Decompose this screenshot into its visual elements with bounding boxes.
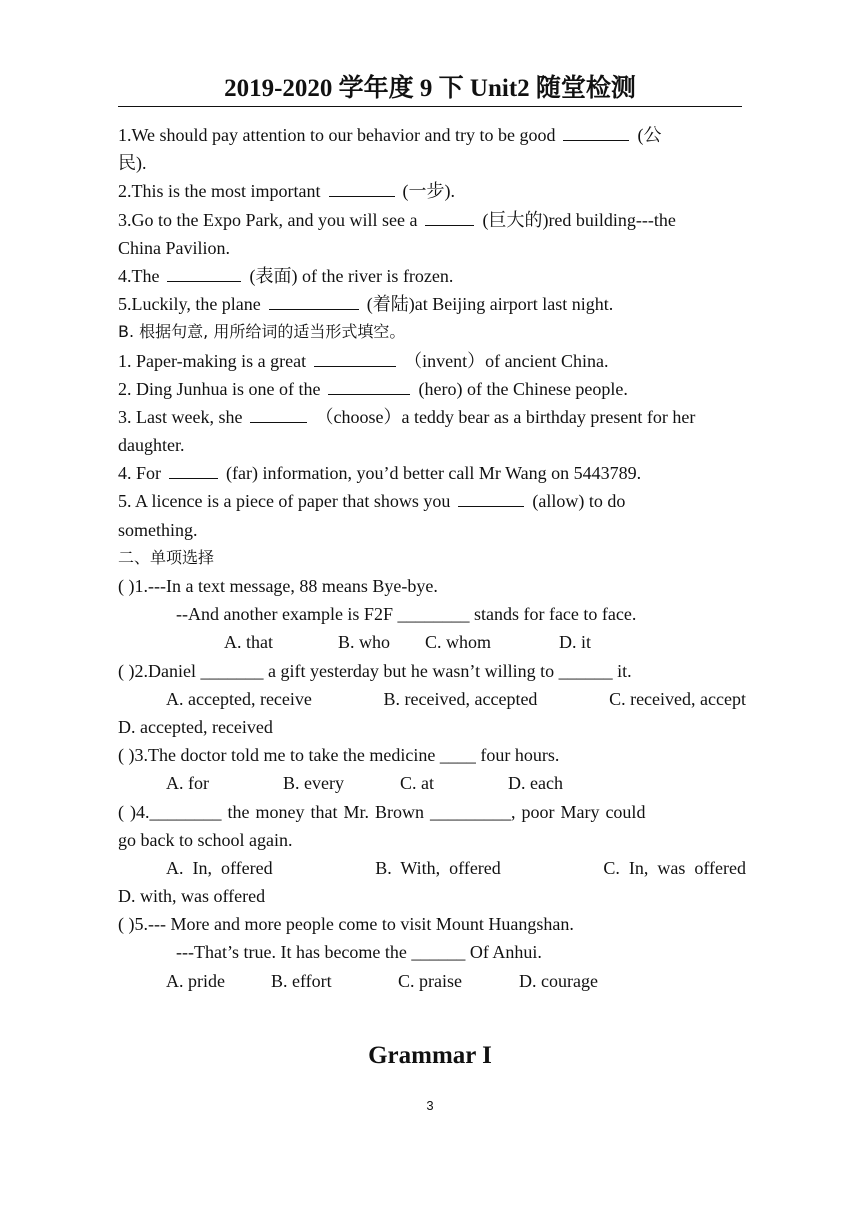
q3-options	[118, 769, 746, 797]
q3-option-a[interactable]: A. for	[166, 773, 209, 794]
q4-line2: go back to school again.	[118, 829, 293, 850]
answer-blank[interactable]	[425, 207, 474, 226]
section-a-line	[118, 290, 746, 318]
section-b	[118, 347, 746, 544]
q4-options	[118, 854, 746, 882]
q3-option-c[interactable]: C. at	[400, 773, 434, 794]
q1-line2: --And another example is F2F ________ stands for face to face.	[176, 604, 637, 625]
section-a-line	[118, 177, 746, 205]
line-text: 2. Ding Junhua is one of the	[118, 378, 321, 399]
worksheet-title: 2019-2020 学年度 9 下 Unit2 随堂检测	[224, 75, 636, 102]
section-b-heading: B. 根据句意, 用所给词的适当形式填空。	[118, 322, 406, 342]
line-text: daughter.	[118, 435, 185, 456]
q1-option-b[interactable]: B. who	[338, 632, 391, 653]
q3-option-b[interactable]: B. every	[283, 773, 344, 794]
line-hint: (公	[637, 125, 662, 145]
line-text: China Pavilion.	[118, 237, 230, 258]
line-text: 2.This is the most important	[118, 181, 321, 202]
line-text: 1.We should pay attention to our behavior and try to be good	[118, 125, 556, 145]
section-b-line	[118, 403, 746, 431]
section-b-line	[118, 516, 746, 544]
answer-blank[interactable]	[458, 488, 524, 507]
grammar-heading: Grammar I	[368, 1042, 492, 1069]
q2-option-d[interactable]: D. accepted, received	[118, 716, 273, 737]
line-text: 民).	[118, 153, 147, 174]
section-b-line	[118, 375, 746, 403]
line-text: 4.The	[118, 265, 160, 286]
line-text: 5. A licence is a piece of paper that shows you	[118, 491, 451, 512]
line-text: something.	[118, 519, 198, 540]
line-text: 3.Go to the Expo Park, and you will see a	[118, 209, 418, 230]
section-b-line	[118, 459, 746, 487]
line-text: 5.Luckily, the plane	[118, 294, 261, 315]
title-underline	[118, 106, 742, 107]
line-hint: （invent）of ancient China.	[404, 350, 609, 371]
line-hint: (一步).	[402, 181, 455, 202]
q5-option-d[interactable]: D. courage	[519, 970, 598, 991]
section-a-line	[118, 262, 746, 290]
q4-stem: ( )4.________ the money that Mr. Brown _________, poor Mary could	[118, 801, 646, 822]
q2-stem: ( )2.Daniel _______ a gift yesterday but he wasn’t willing to ______ it.	[118, 660, 632, 681]
q2-options	[118, 685, 746, 713]
line-text: 3. Last week, she	[118, 406, 243, 427]
line-hint: (hero) of the Chinese people.	[418, 378, 628, 399]
answer-blank[interactable]	[169, 460, 218, 479]
line-hint: （choose）a teddy bear as a birthday present for her	[315, 406, 696, 427]
q4-option-b[interactable]: B. With, offered	[375, 857, 501, 878]
q2-option-a[interactable]: A. accepted, receive	[166, 688, 312, 709]
q4-option-a[interactable]: A. In, offered	[166, 857, 273, 878]
page-number: 3	[426, 1098, 434, 1113]
line-hint: (allow) to do	[532, 491, 626, 512]
q1-option-a[interactable]: A. that	[224, 632, 273, 653]
q5-options	[118, 967, 746, 995]
q4-option-c[interactable]: C. In, was offered	[603, 857, 746, 878]
section-a-line	[118, 121, 746, 149]
section-b-line	[118, 431, 746, 459]
worksheet-body	[118, 121, 746, 995]
q5-option-a[interactable]: A. pride	[166, 970, 225, 991]
q2-option-c[interactable]: C. received, accept	[609, 688, 746, 709]
answer-blank[interactable]	[314, 348, 396, 367]
q3-option-d[interactable]: D. each	[508, 773, 563, 794]
line-hint: (巨大的)red building---the	[482, 209, 676, 230]
q2-option-b[interactable]: B. received, accepted	[383, 688, 538, 709]
answer-blank[interactable]	[250, 404, 307, 423]
line-text: 4. For	[118, 463, 162, 484]
q1-option-d[interactable]: D. it	[559, 632, 592, 653]
section-a-line	[118, 206, 746, 234]
q3-stem: ( )3.The doctor told me to take the medicine ____ four hours.	[118, 745, 560, 766]
section-a-line	[118, 149, 746, 177]
q1-option-c[interactable]: C. whom	[425, 632, 492, 653]
q1-options	[118, 628, 746, 656]
q5-stem: ( )5.--- More and more people come to visit Mount Huangshan.	[118, 914, 574, 935]
answer-blank[interactable]	[269, 291, 359, 310]
line-hint: (着陆)at Beijing airport last night.	[366, 294, 614, 315]
line-text: 1. Paper-making is a great	[118, 350, 307, 371]
q1-stem: ( )1.---In a text message, 88 means Bye-bye.	[118, 576, 438, 596]
line-hint: (far) information, you’d better call Mr Wang on 5443789.	[226, 463, 642, 484]
answer-blank[interactable]	[167, 263, 241, 282]
q5-option-b[interactable]: B. effort	[271, 970, 332, 991]
answer-blank[interactable]	[328, 376, 410, 395]
section-a-line	[118, 234, 746, 262]
section-2-heading: 二、单项选择	[118, 547, 215, 567]
section-b-line	[118, 487, 746, 515]
answer-blank[interactable]	[563, 122, 629, 141]
q5-line2: ---That’s true. It has become the ______ Of Anhui.	[176, 942, 542, 963]
line-hint: (表面) of the river is frozen.	[249, 265, 454, 286]
answer-blank[interactable]	[329, 178, 395, 197]
q4-option-d[interactable]: D. with, was offered	[118, 886, 266, 907]
section-a	[118, 121, 746, 318]
q5-option-c[interactable]: C. praise	[398, 970, 462, 991]
section-b-line	[118, 347, 746, 375]
